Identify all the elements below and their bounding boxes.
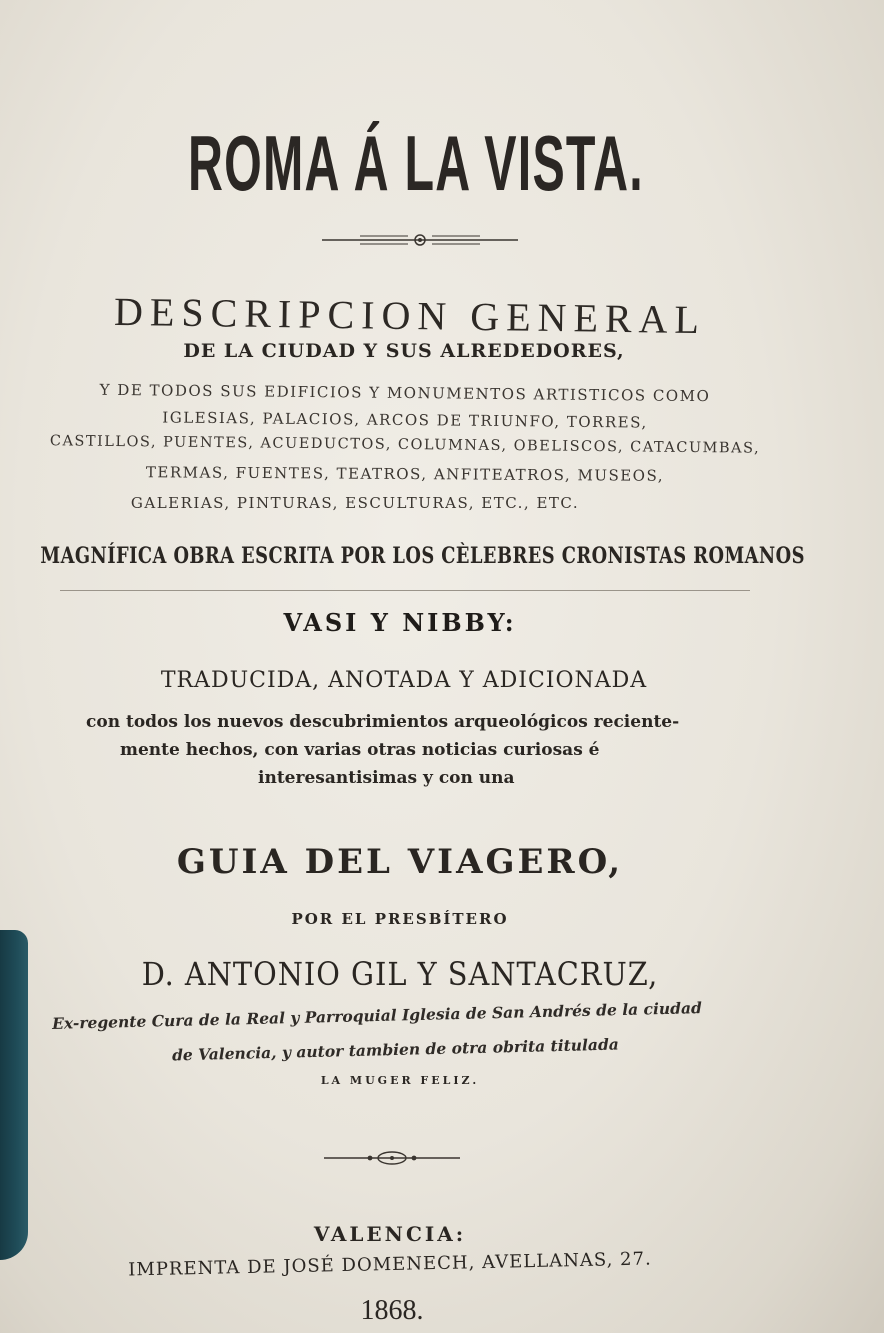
list-line: IGLESIAS, PALACIOS, ARCOS DE TRIUNFO, TORRES,: [162, 408, 648, 432]
book-title: ROMA Á LA VISTA.: [188, 119, 644, 207]
divider-rule: [60, 590, 750, 591]
body-line: interesantisimas y con una: [258, 768, 515, 788]
subtitle-city: DE LA CIUDAD Y SUS ALREDEDORES,: [183, 340, 625, 362]
guide-title: GUIA DEL VIAGERO,: [176, 842, 624, 882]
subtitle-description: DESCRIPCION GENERAL: [113, 288, 707, 343]
by-presbyter: POR EL PRESBÍTERO: [291, 910, 509, 928]
bottom-ornament-rule: [0, 1148, 884, 1168]
title-ornament-rule: [0, 228, 884, 250]
list-line: GALERIAS, PINTURAS, ESCULTURAS, ETC., ETC.: [130, 494, 580, 512]
praise-line: MAGNÍFICA OBRA ESCRITA POR LOS CÈLEBRES CRONISTAS ROMANOS: [40, 543, 805, 569]
publication-city: VALENCIA:: [313, 1222, 467, 1246]
author-description-line: Ex-regente Cura de la Real y Parroquial Iglesia de San Andrés de la ciudad: [51, 998, 703, 1033]
other-work-title: LA MUGER FELIZ.: [320, 1074, 480, 1087]
author-description-line: de Valencia, y autor tambien de otra obrita titulada: [171, 1034, 620, 1065]
body-line: mente hechos, con varias otras noticias curiosas é: [120, 740, 600, 760]
list-line: CASTILLOS, PUENTES, ACUEDUCTOS, COLUMNAS, OBELISCOS, CATACUMBAS,: [49, 433, 761, 457]
list-line: Y DE TODOS SUS EDIFICIOS Y MONUMENTOS ARTISTICOS COMO: [99, 380, 711, 406]
publication-year: 1868.: [360, 1295, 424, 1326]
translation-note: TRADUCIDA, ANOTADA Y ADICIONADA: [160, 668, 648, 693]
body-line: con todos los nuevos descubrimientos arqueológicos reciente-: [86, 712, 680, 732]
list-line: TERMAS, FUENTES, TEATROS, ANFITEATROS, MUSEOS,: [145, 463, 665, 485]
author-name: D. ANTONIO GIL Y SANTACRUZ,: [141, 955, 659, 993]
original-authors: VASI Y NIBBY:: [283, 608, 517, 637]
printer-line: IMPRENTA DE JOSÉ DOMENECH, AVELLANAS, 27.: [128, 1248, 652, 1281]
